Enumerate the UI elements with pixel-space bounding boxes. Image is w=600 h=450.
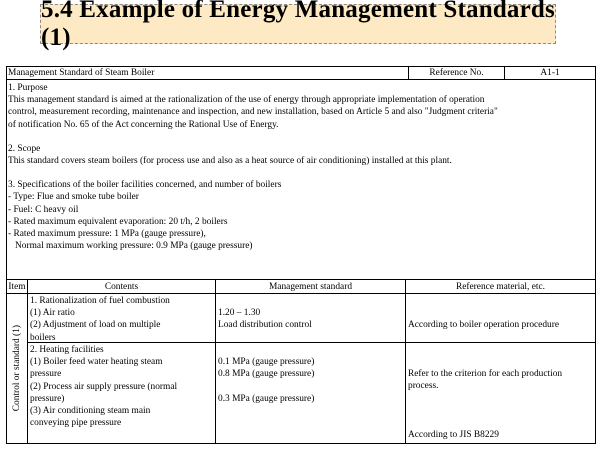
row1-contents-line: (1) Air ratio: [30, 308, 75, 319]
scope-line: This standard covers steam boilers (for process use and also as a heat source of air conditioning) installed at this plant.: [8, 156, 452, 167]
purpose-line: of notification No. 65 of the Act concerning the Rational Use of Energy.: [8, 119, 279, 130]
doc-title: Management Standard of Steam Boiler: [8, 68, 155, 78]
row2-standard: [218, 356, 403, 405]
col-header-item: Item: [8, 282, 26, 292]
spec-line: Normal maximum working pressure: 0.9 MPa (gauge pressure): [8, 241, 253, 252]
row1-standard-line: Load distribution control: [218, 320, 312, 331]
row2-reference-line: Refer to the criterion for each production: [408, 369, 563, 379]
row2-reference: [408, 368, 594, 392]
table-divider: [215, 280, 216, 443]
sheet-header-row: [7, 67, 595, 80]
row1-reference: [408, 319, 594, 331]
row2-contents-line: (3) Air conditioning steam main: [30, 406, 151, 417]
row2-contents-line: pressure: [30, 369, 62, 380]
row2-reference-line: process.: [408, 381, 439, 392]
specs-heading: 3. Specifications of the boiler facilities concerned, and number of boilers: [8, 180, 282, 191]
row2-contents-line: 2. Heating facilities: [30, 345, 104, 355]
row1-standard: [218, 307, 403, 331]
row1-reference-line: According to boiler operation procedure: [408, 320, 559, 330]
row2-standard-line: 0.8 MPa (gauge pressure): [218, 369, 315, 380]
slide-title-box: [40, 0, 556, 51]
sheet-body: [8, 82, 594, 252]
row1-contents: [30, 295, 214, 342]
row1-contents-line: (2) Adjustment of load on multiple: [30, 320, 161, 331]
side-label-cell: [7, 293, 27, 444]
row2-standard-line: 0.3 MPa (gauge pressure): [218, 393, 315, 404]
row2-contents-line: pressure): [30, 393, 65, 404]
row2-standard-line: 0.1 MPa (gauge pressure): [218, 357, 315, 367]
scope-heading: 2. Scope: [8, 143, 41, 154]
row1-contents-line: 1. Rationalization of fuel combustion: [30, 296, 170, 306]
purpose-heading: 1. Purpose: [8, 83, 48, 93]
header-separator: [7, 293, 595, 294]
col-header-contents: Contents: [104, 282, 139, 292]
row2-reference-jis: [408, 429, 594, 441]
side-label: Control or standard (1): [11, 325, 22, 412]
spacer: [8, 131, 594, 143]
standard-sheet: [6, 66, 596, 444]
row-separator: [27, 342, 595, 343]
row2-contents: [30, 344, 214, 429]
spec-line: - Fuel: C heavy oil: [8, 204, 79, 215]
spec-line: - Rated maximum equivalent evaporation: 20 t/h, 2 boilers: [8, 216, 228, 227]
row2-contents-line: conveying pipe pressure: [30, 418, 122, 429]
table-divider: [405, 280, 406, 443]
spacer: [8, 167, 594, 179]
reference-label: Reference No.: [408, 67, 504, 79]
spec-line: - Rated maximum pressure: 1 MPa (gauge pressure),: [8, 229, 206, 240]
row2-reference-line: According to JIS B8229: [408, 430, 499, 440]
reference-number: A1-1: [504, 67, 595, 79]
col-header-standard: Management standard: [268, 282, 353, 292]
slide-title: 5.4 Example of Energy Management Standards (1): [41, 0, 555, 51]
purpose-line: control, measurement recording, maintenance and inspection, and new installation, based on Article 5 and also "Judgment criteria": [8, 107, 498, 118]
row2-contents-line: (1) Boiler feed water heating steam: [30, 357, 163, 368]
spec-line: - Type: Flue and smoke tube boiler: [8, 192, 139, 203]
purpose-line: This management standard is aimed at the rationalization of the use of energy through appropriate implementation of operation: [8, 95, 485, 106]
col-header-reference: Reference material, etc.: [455, 282, 545, 292]
row1-standard-line: 1.20 – 1.30: [218, 308, 261, 318]
row2-contents-line: (2) Process air supply pressure (normal: [30, 381, 178, 392]
table-divider: [27, 280, 28, 443]
control-table: [7, 279, 595, 443]
row1-contents-line: boilers: [30, 332, 56, 342]
